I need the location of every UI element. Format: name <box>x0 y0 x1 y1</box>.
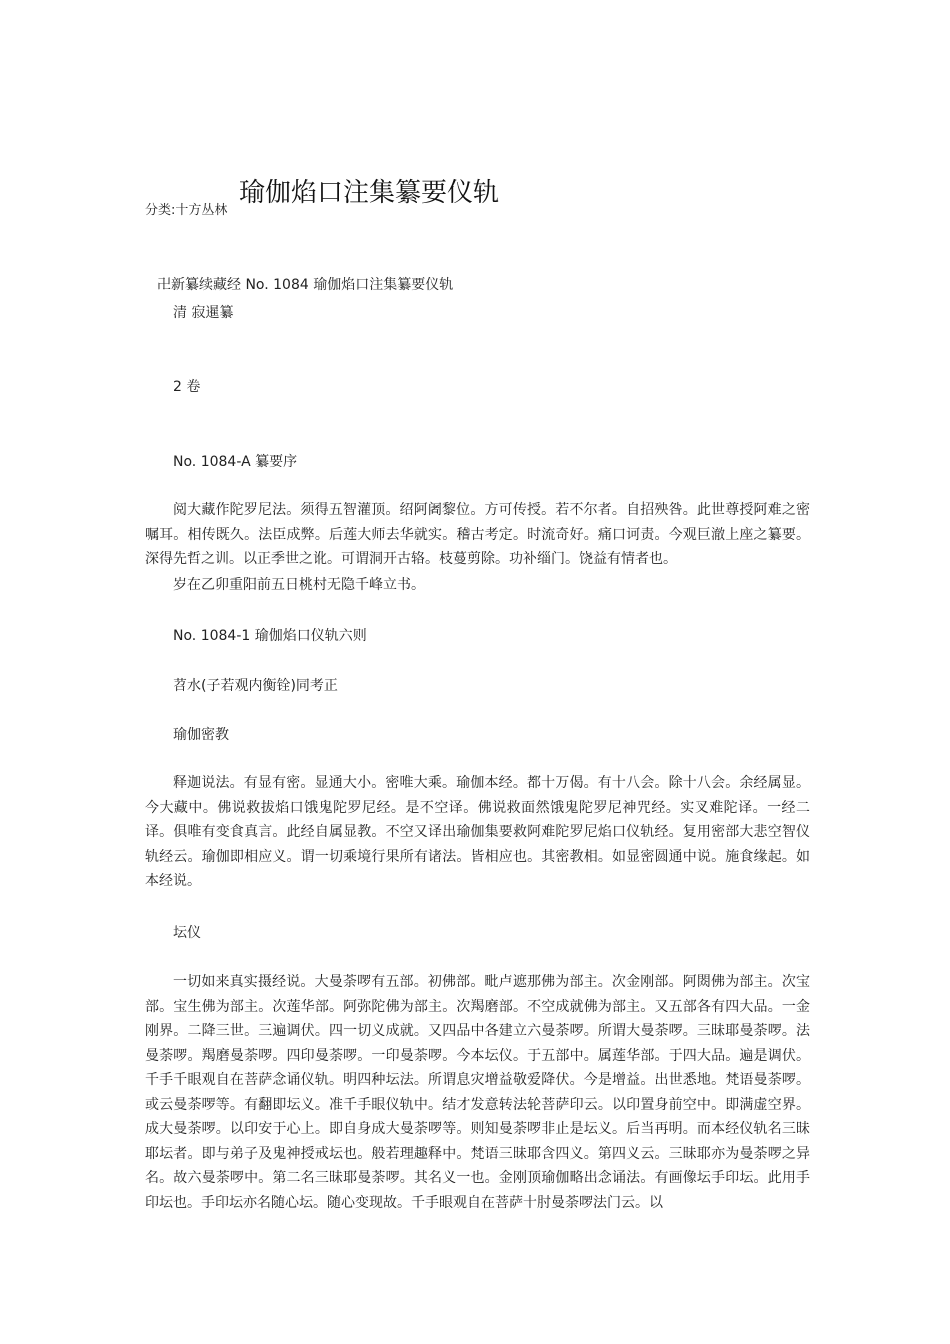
header-row <box>145 172 845 216</box>
category-label: 分类:十方丛林 <box>145 203 228 218</box>
section-1-heading: No. 1084-1 瑜伽焰口仪轨六则 <box>173 628 367 644</box>
author-line: 清 寂暹纂 <box>173 305 234 321</box>
volume-count: 2 卷 <box>173 379 201 395</box>
collection-line: 卍新纂续藏经 No. 1084 瑜伽焰口注集纂要仪轨 <box>157 277 454 293</box>
sub-heading-yoga-esoteric: 瑜伽密教 <box>173 727 229 743</box>
section-1-editor: 苕水(子若观内衡铨)同考正 <box>173 678 338 694</box>
sub-body-altar-rite: 一切如来真实摄经说。大曼荼啰有五部。初佛部。毗卢遮那佛为部主。次金刚部。阿閦佛为部主。次宝部。宝生佛为部主。次莲华部。阿弥陀佛为部主。次羯磨部。不空成就佛为部主。又五部各有四大品。一金刚界。二降三世。三遍调伏。四一切义成就。又四品中各建立六曼荼啰。所谓大曼荼啰。三昧耶曼荼啰。法曼荼啰。羯磨曼荼啰。四印曼荼啰。一印曼荼啰。今本坛仪。于五部中。属莲华部。于四大品。遍是调伏。千手千眼观自在菩萨念诵仪轨。明四种坛法。所谓息灾增益敬爱降伏。今是增益。出世悉地。梵语曼荼啰。或云曼荼啰等。有翻即坛义。准千手眼仪轨中。结才发意转法轮菩萨印云。以印置身前空中。即满虚空界。成大曼荼啰。以印安于心上。即自身成大曼荼啰等。则知曼荼啰非止是坛义。后当再明。而本经仪轨名三昧耶坛者。即与弟子及鬼神授戒坛也。般若理趣释中。梵语三昧耶含四义。第四义云。三昧耶亦为曼荼啰之异名。故六曼荼啰中。第二名三昧耶曼荼啰。其名义一也。金刚顶瑜伽略出念诵法。有画像坛手印坛。此用手印坛也。手印坛亦名随心坛。随心变现故。千手眼观自在菩萨十肘曼荼啰法门云。以 <box>145 974 810 1211</box>
sub-heading-altar-rite: 坛仪 <box>173 925 201 941</box>
section-a-body: 阅大藏作陀罗尼法。须得五智灌顶。绍阿阇黎位。方可传授。若不尔者。自招殃咎。此世尊授阿难之密嘱耳。相传既久。法臣成弊。后莲大师去华就实。稽古考定。时流奇好。痛口诃责。今观巨澈上座之纂要。深得先哲之训。以正季世之讹。可谓洞开古辂。枝蔓剪除。功补缁门。饶益有情者也。 <box>145 502 810 567</box>
sub-body-yoga-esoteric: 释迦说法。有显有密。显通大小。密唯大乘。瑜伽本经。都十万偈。有十八会。除十八会。余经属显。今大藏中。佛说救拔焰口饿鬼陀罗尼经。是不空译。佛说救面然饿鬼陀罗尼神咒经。实叉难陀译。一经二译。俱唯有变食真言。此经自属显教。不空又译出瑜伽集要救阿难陀罗尼焰口仪轨经。复用密部大悲空智仪轨经云。瑜伽即相应义。谓一切乘境行果所有诸法。皆相应也。其密教相。如显密圆通中说。施食缘起。如本经说。 <box>145 775 810 889</box>
section-a-signature: 岁在乙卯重阳前五日桃村无隐千峰立书。 <box>173 577 425 593</box>
page-title: 瑜伽焰口注集纂要仪轨 <box>239 178 500 208</box>
section-a-heading: No. 1084-A 纂要序 <box>173 454 298 470</box>
